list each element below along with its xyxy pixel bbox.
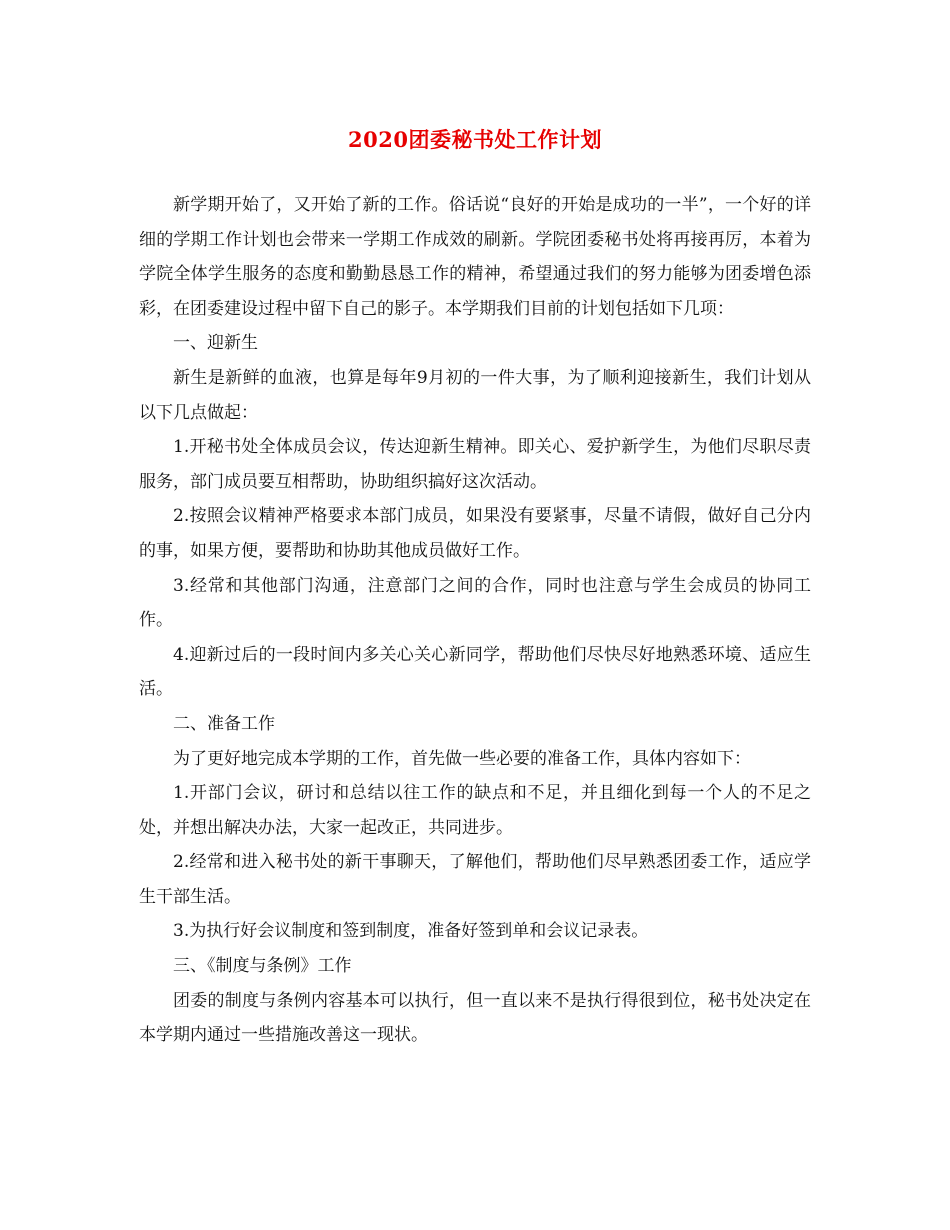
paragraph-intro: 新学期开始了，又开始了新的工作。俗话说“良好的开始是成功的一半”，一个好的详细的学期工作计划也会带来一学期工作成效的刷新。学院团委秘书处将再接再厉，本着为学院全体学生服务的态度和勤勤恳恳工作的精神，希望通过我们的努力能够为团委增色添彩，在团委建设过程中留下自己的影子。本学期我们目前的计划包括如下几项： (139, 195, 811, 319)
section-heading-2: 二、准备工作 (173, 713, 275, 734)
list-item: 3.经常和其他部门沟通，注意部门之间的合作，同时也注意与学生会成员的协同工作。 (139, 575, 811, 631)
page-title: 2020团委秘书处工作计划 (348, 127, 602, 152)
paragraph: 新生是新鲜的血液，也算是每年9月初的一件大事，为了顺利迎接新生，我们计划从以下几点做起： (139, 367, 811, 423)
paragraph: 为了更好地完成本学期的工作，首先做一些必要的准备工作，具体内容如下： (173, 748, 751, 769)
section-heading-3: 三、《制度与条例》工作 (173, 956, 352, 977)
list-item: 1.开部门会议，研讨和总结以往工作的缺点和不足，并且细化到每一个人的不足之处，并想出解决办法，大家一起改正，共同进步。 (139, 783, 811, 838)
list-item: 2.经常和进入秘书处的新干事聊天，了解他们，帮助他们尽早熟悉团委工作，适应学生干部生活。 (139, 852, 811, 907)
document-body (139, 188, 811, 1053)
paragraph: 团委的制度与条例内容基本可以执行，但一直以来不是执行得很到位，秘书处决定在本学期内通过一些措施改善这一现状。 (139, 990, 811, 1046)
list-item: 1.开秘书处全体成员会议，传达迎新生精神。即关心、爱护新学生，为他们尽职尽责服务，部门成员要互相帮助，协助组织搞好这次活动。 (139, 437, 811, 492)
list-item: 2.按照会议精神严格要求本部门成员，如果没有要紧事，尽量不请假，做好自己分内的事，如果方便，要帮助和协助其他成员做好工作。 (139, 506, 811, 561)
list-item: 4.迎新过后的一段时间内多关心关心新同学，帮助他们尽快尽好地熟悉环境、适应生活。 (139, 644, 811, 700)
section-heading-1: 一、迎新生 (173, 333, 258, 354)
list-item: 3.为执行好会议制度和签到制度，准备好签到单和会议记录表。 (173, 921, 649, 942)
